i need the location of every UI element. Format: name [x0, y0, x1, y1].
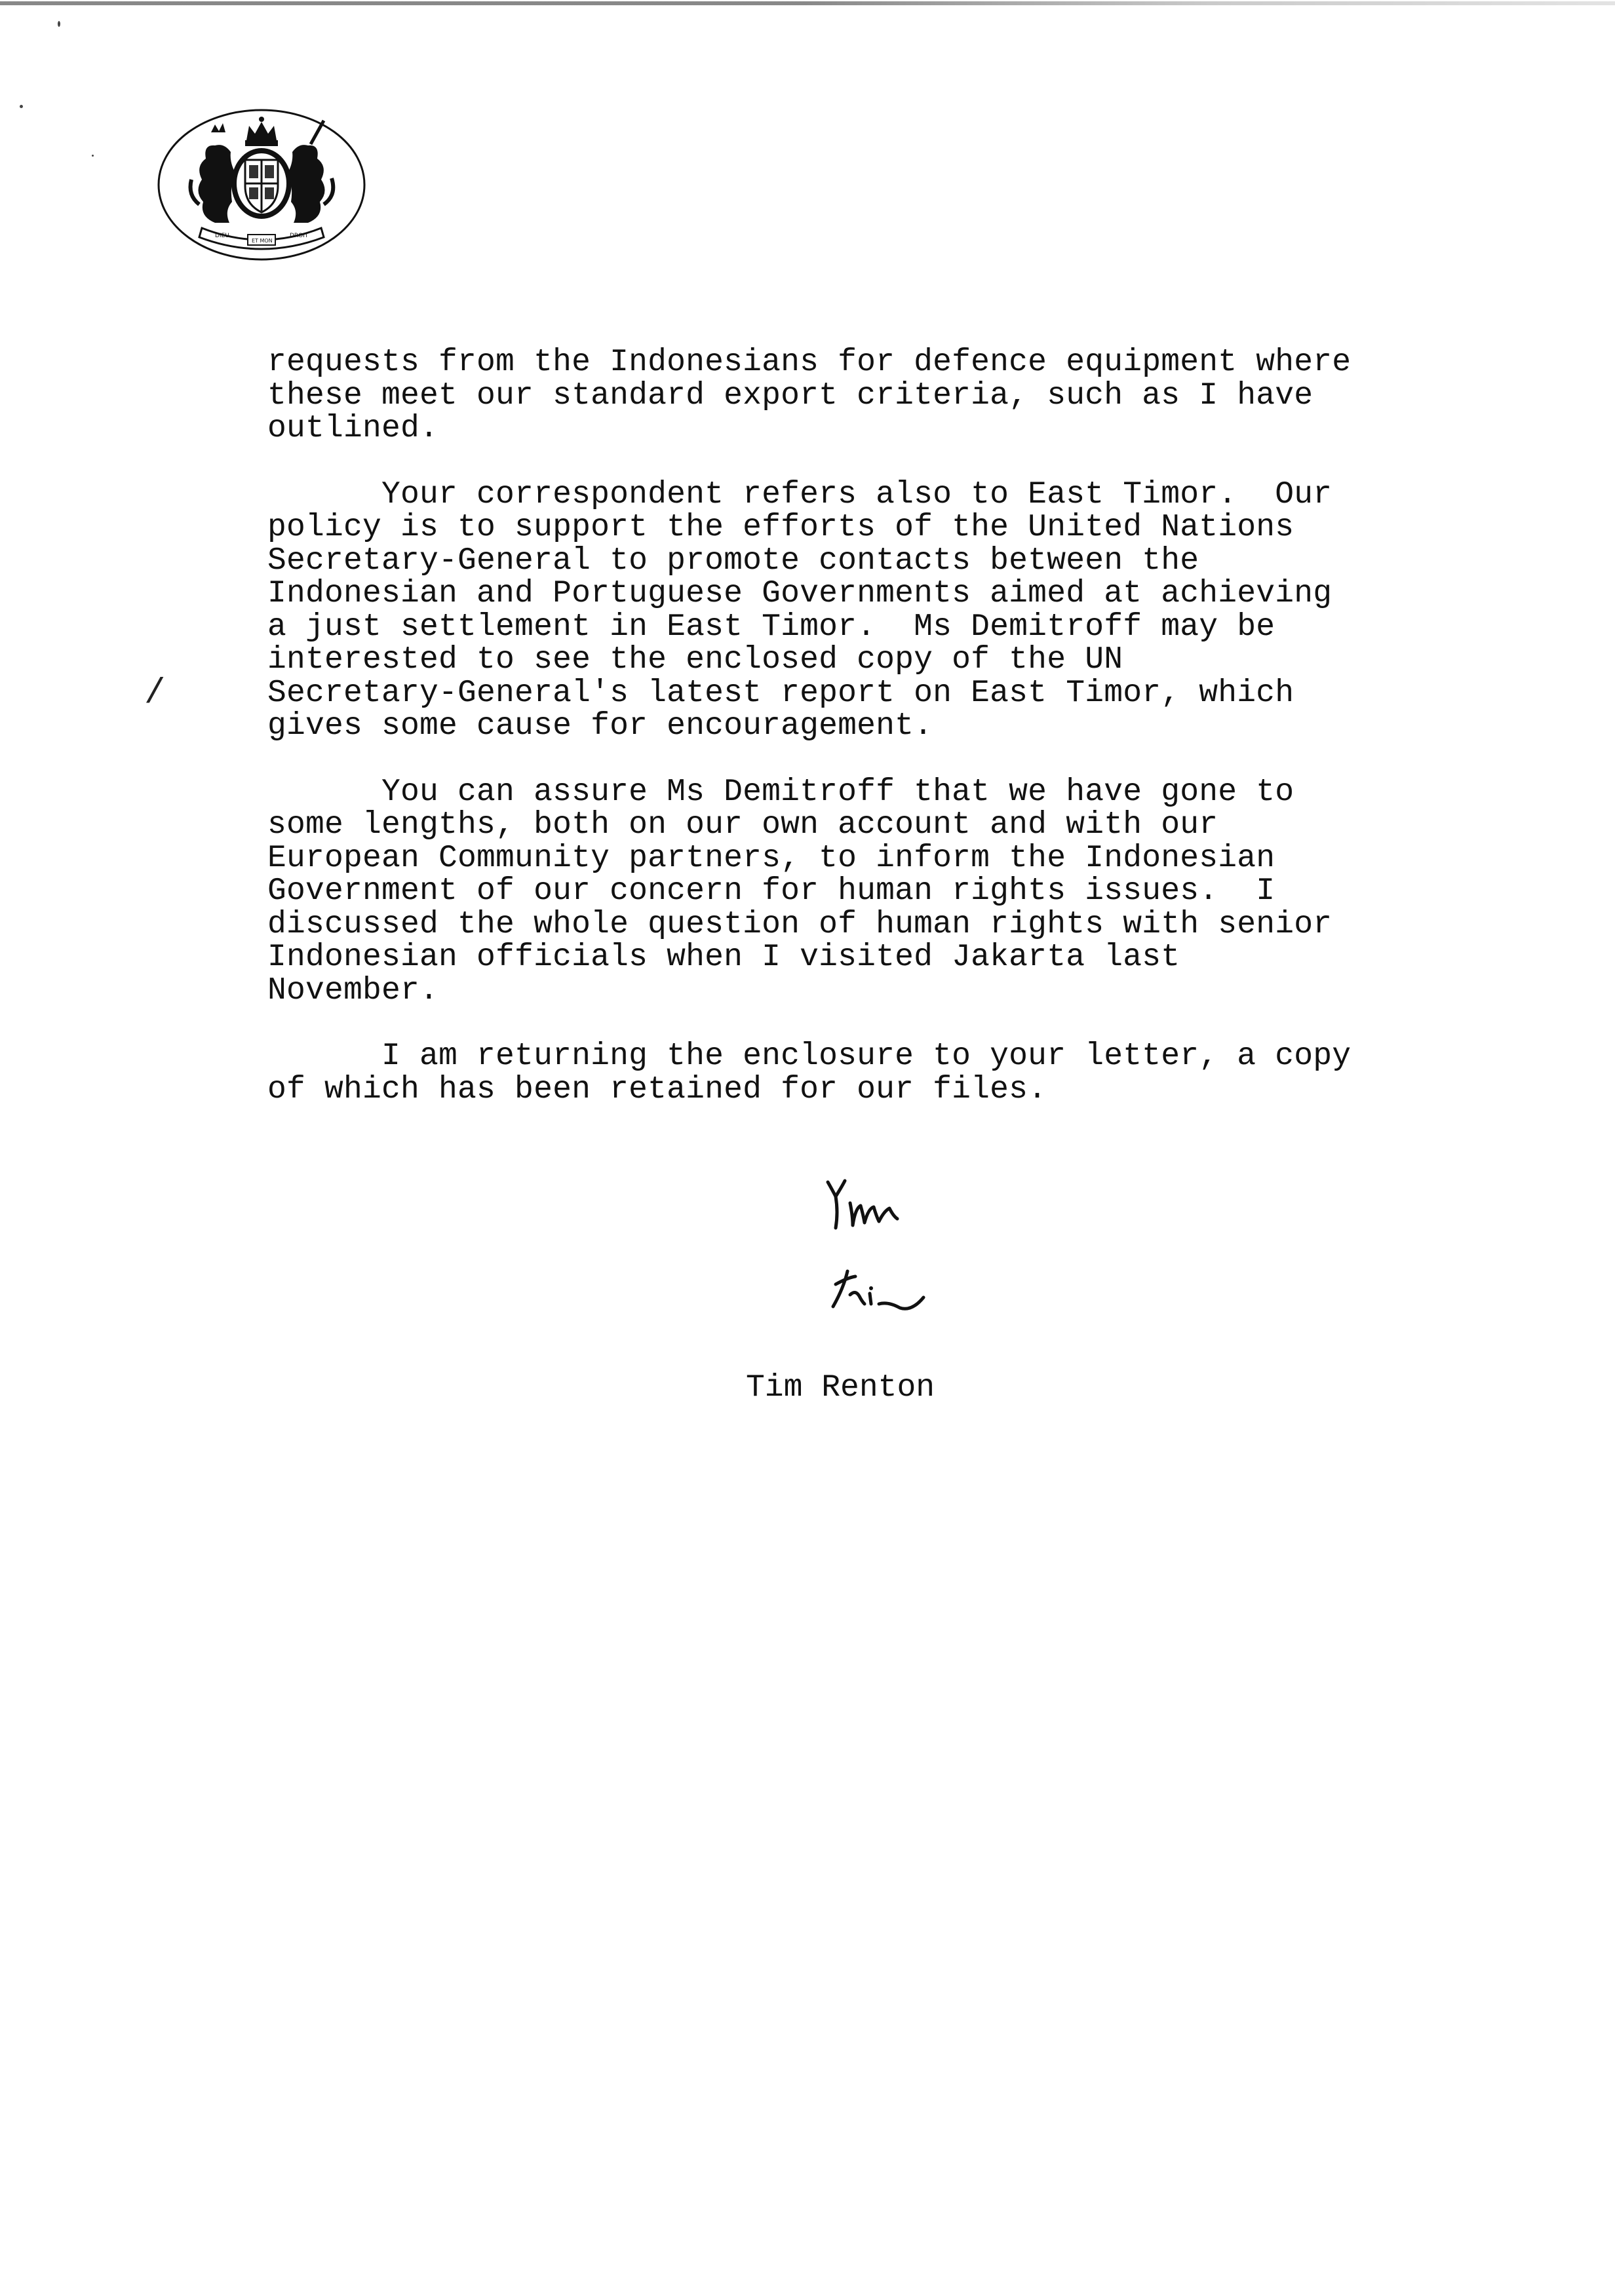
- paragraph-human-rights: You can assure Ms Demitroff that we have gone to some lengths, both on our own account and with our European Community partners, to inform the Indonesian Government of our concern for human rights issues. I discussed the whole question of human rights with senior Indonesian officials when I visited Jakarta last November.: [267, 774, 1333, 1008]
- paragraph-defence-equipment: requests from the Indonesians for defence equipment where these meet our standard export criteria, such as I have outlined.: [267, 345, 1352, 446]
- scan-top-edge: [0, 1, 1615, 5]
- scan-speck: [58, 21, 60, 27]
- margin-annotation-mark: /: [144, 674, 166, 714]
- svg-text:ET MON: ET MON: [252, 238, 273, 244]
- paragraph-enclosure-return: I am returning the enclosure to your letter, a copy of which has been retained for our files.: [267, 1039, 1352, 1107]
- scan-speck: [20, 105, 23, 108]
- royal-coat-of-arms-emblem: [156, 106, 367, 263]
- svg-text:DROIT: DROIT: [290, 233, 309, 239]
- signatory-name: Tim Renton: [746, 1370, 935, 1406]
- paragraph-east-timor: Your correspondent refers also to East Timor. Our policy is to support the efforts of the United Nations Secretary-General to promote contacts between the Indonesian and Portuguese Governments aimed at achieving a just settlement in East Timor. Ms Demitroff may be interested to see the enclosed copy of the UN Secretary-General's latest report on East Timor, which gives some cause for encouragement.: [267, 476, 1333, 744]
- handwritten-signature: [816, 1173, 960, 1337]
- letter-body: [267, 346, 1421, 1139]
- scan-speck: [92, 155, 94, 157]
- svg-text:DIEU: DIEU: [215, 233, 229, 239]
